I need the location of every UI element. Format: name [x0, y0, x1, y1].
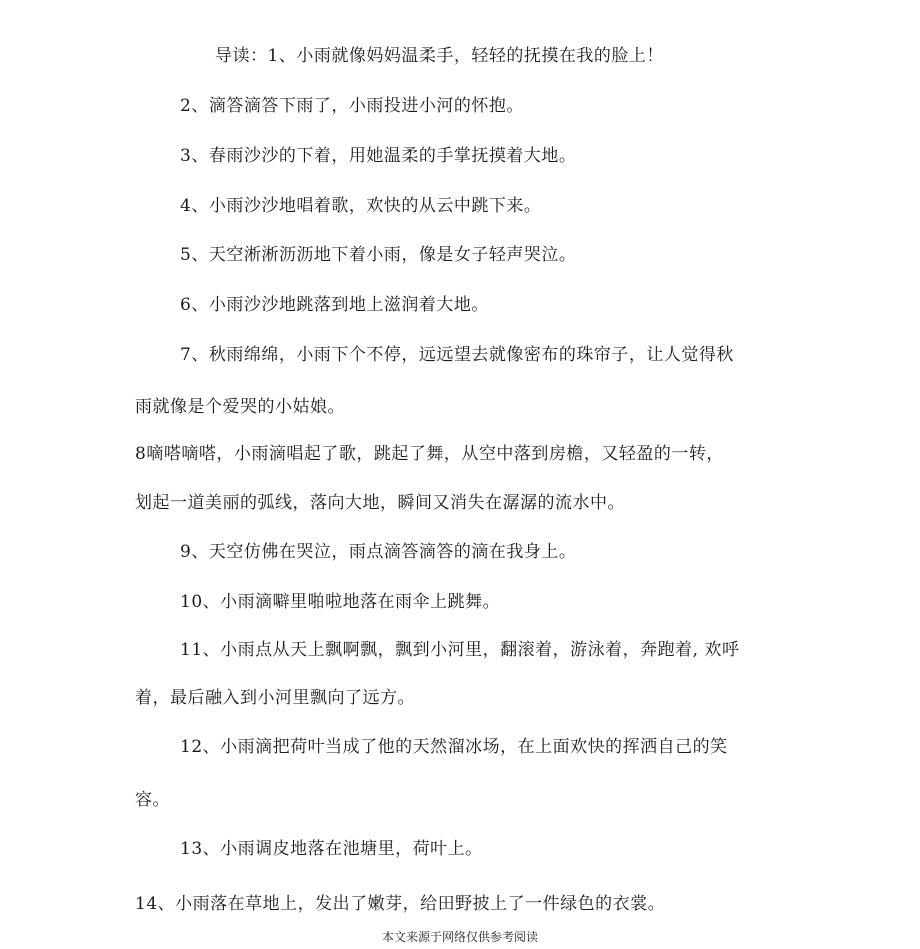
sentence-2: 2、滴答滴答下雨了，小雨投进小河的怀抱。 — [180, 96, 524, 116]
sentence-7-line-1: 7、秋雨绵绵，小雨下个不停，远远望去就像密布的珠帘子，让人觉得秋 — [180, 345, 734, 365]
sentence-11-line-1: 11、小雨点从天上飘啊飘，飘到小河里，翻滚着，游泳着，奔跑着, 欢呼 — [180, 640, 740, 660]
source-footer: 本文来源于网络仅供参考阅读 — [381, 930, 538, 944]
sentence-6: 6、小雨沙沙地跳落到地上滋润着大地。 — [180, 295, 489, 315]
sentence-12-line-2: 容。 — [135, 790, 170, 810]
sentence-11-line-2: 着，最后融入到小河里飘向了远方。 — [135, 688, 415, 708]
sentence-9: 9、天空仿佛在哭泣，雨点滴答滴答的滴在我身上。 — [180, 542, 577, 562]
sentence-8-line-1: 8嘀嗒嘀嗒，小雨滴唱起了歌，跳起了舞，从空中落到房檐，又轻盈的一转， — [135, 444, 724, 464]
sentence-7-line-2: 雨就像是个爱哭的小姑娘。 — [135, 397, 345, 417]
sentence-13: 13、小雨调皮地落在池塘里，荷叶上。 — [180, 839, 483, 859]
sentence-12-line-1: 12、小雨滴把荷叶当成了他的天然溜冰场，在上面欢快的挥洒自己的笑 — [180, 737, 728, 757]
sentence-3: 3、春雨沙沙的下着，用她温柔的手掌抚摸着大地。 — [180, 146, 577, 166]
sentence-4: 4、小雨沙沙地唱着歌，欢快的从云中跳下来。 — [180, 196, 542, 216]
guide-line: 导读：1、小雨就像妈妈温柔手，轻轻的抚摸在我的脸上！ — [215, 46, 664, 66]
sentence-5: 5、天空淅淅沥沥地下着小雨，像是女子轻声哭泣。 — [180, 245, 577, 265]
sentence-10: 10、小雨滴噼里啪啦地落在雨伞上跳舞。 — [180, 592, 501, 612]
sentence-8-line-2: 划起一道美丽的弧线，落向大地，瞬间又消失在潺潺的流水中。 — [135, 493, 625, 513]
sentence-14: 14、小雨落在草地上，发出了嫩芽，给田野披上了一件绿色的衣裳。 — [135, 894, 666, 914]
